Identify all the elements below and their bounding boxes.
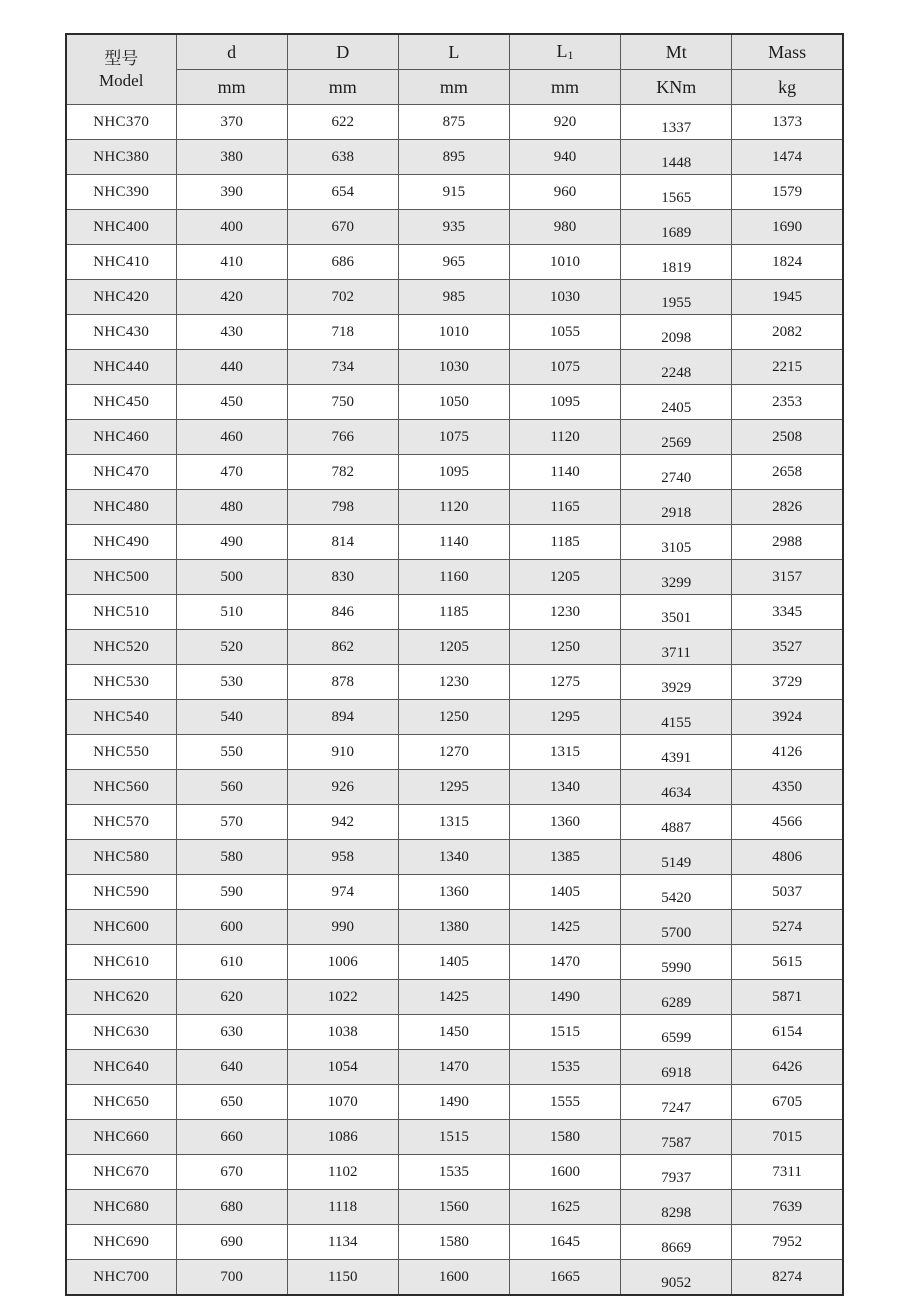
value-cell: 370 [176, 105, 287, 140]
value-cell: 1373 [732, 105, 843, 140]
value-cell: 2508 [732, 420, 843, 455]
value-cell: 7952 [732, 1225, 843, 1260]
header-row-units [66, 70, 843, 105]
value-cell: 2658 [732, 455, 843, 490]
model-cell: NHC470 [66, 455, 176, 490]
value-cell: 915 [398, 175, 509, 210]
value-cell: 1515 [398, 1120, 509, 1155]
value-cell: 5037 [732, 875, 843, 910]
value-cell: 1385 [509, 840, 620, 875]
unit-header-d: mm [176, 70, 287, 105]
value-cell: 9052 [621, 1260, 732, 1296]
table-row [66, 770, 843, 805]
model-cell: NHC400 [66, 210, 176, 245]
model-cell: NHC510 [66, 595, 176, 630]
value-cell: 3527 [732, 630, 843, 665]
value-cell: 2918 [621, 490, 732, 525]
value-cell: 600 [176, 910, 287, 945]
value-cell: 1230 [398, 665, 509, 700]
value-cell: 1230 [509, 595, 620, 630]
value-cell: 1205 [509, 560, 620, 595]
table-row [66, 1050, 843, 1085]
value-cell: 654 [287, 175, 398, 210]
unit-header-Mass: kg [732, 70, 843, 105]
value-cell: 1315 [398, 805, 509, 840]
model-cell: NHC650 [66, 1085, 176, 1120]
table-row [66, 875, 843, 910]
value-cell: 4566 [732, 805, 843, 840]
value-cell: 894 [287, 700, 398, 735]
value-cell: 1425 [509, 910, 620, 945]
table-row [66, 980, 843, 1015]
value-cell: 1405 [398, 945, 509, 980]
table-row [66, 945, 843, 980]
model-cell: NHC420 [66, 280, 176, 315]
value-cell: 2098 [621, 315, 732, 350]
value-cell: 734 [287, 350, 398, 385]
value-cell: 1250 [398, 700, 509, 735]
column-header-L1: $L_1$ [509, 34, 620, 70]
value-cell: 540 [176, 700, 287, 735]
value-cell: 1535 [398, 1155, 509, 1190]
value-cell: 3501 [621, 595, 732, 630]
model-cell: NHC410 [66, 245, 176, 280]
value-cell: 1340 [398, 840, 509, 875]
column-header-d: d [176, 34, 287, 70]
table-row [66, 315, 843, 350]
value-cell: 1010 [509, 245, 620, 280]
model-cell: NHC450 [66, 385, 176, 420]
value-cell: 622 [287, 105, 398, 140]
value-cell: 1295 [509, 700, 620, 735]
value-cell: 958 [287, 840, 398, 875]
value-cell: 6599 [621, 1015, 732, 1050]
value-cell: 4350 [732, 770, 843, 805]
unit-header-Mt: KNm [621, 70, 732, 105]
value-cell: 1560 [398, 1190, 509, 1225]
value-cell: 3924 [732, 700, 843, 735]
model-cell: NHC660 [66, 1120, 176, 1155]
value-cell: 460 [176, 420, 287, 455]
value-cell: 1580 [509, 1120, 620, 1155]
model-cell: NHC530 [66, 665, 176, 700]
model-cell: NHC570 [66, 805, 176, 840]
model-cell: NHC540 [66, 700, 176, 735]
value-cell: 1134 [287, 1225, 398, 1260]
value-cell: 8274 [732, 1260, 843, 1296]
column-header-Mass: Mass [732, 34, 843, 70]
table-row [66, 385, 843, 420]
table-row [66, 1120, 843, 1155]
table-row [66, 1085, 843, 1120]
model-cell: NHC670 [66, 1155, 176, 1190]
value-cell: 1030 [398, 350, 509, 385]
column-header-model [66, 34, 176, 105]
value-cell: 5700 [621, 910, 732, 945]
value-cell: 1118 [287, 1190, 398, 1225]
value-cell: 1250 [509, 630, 620, 665]
value-cell: 1030 [509, 280, 620, 315]
value-cell: 500 [176, 560, 287, 595]
value-cell: 1120 [398, 490, 509, 525]
value-cell: 1600 [398, 1260, 509, 1296]
value-cell: 1945 [732, 280, 843, 315]
value-cell: 6426 [732, 1050, 843, 1085]
column-header-L: L [398, 34, 509, 70]
value-cell: 1474 [732, 140, 843, 175]
value-cell: 920 [509, 105, 620, 140]
value-cell: 1689 [621, 210, 732, 245]
model-cell: NHC610 [66, 945, 176, 980]
value-cell: 1205 [398, 630, 509, 665]
model-cell: NHC430 [66, 315, 176, 350]
value-cell: 8669 [621, 1225, 732, 1260]
model-cell: NHC630 [66, 1015, 176, 1050]
value-cell: 640 [176, 1050, 287, 1085]
value-cell: 2405 [621, 385, 732, 420]
value-cell: 798 [287, 490, 398, 525]
value-cell: 638 [287, 140, 398, 175]
value-cell: 1405 [509, 875, 620, 910]
value-cell: 1448 [621, 140, 732, 175]
table-row [66, 280, 843, 315]
value-cell: 5990 [621, 945, 732, 980]
unit-header-L1: mm [509, 70, 620, 105]
value-cell: 1625 [509, 1190, 620, 1225]
value-cell: 580 [176, 840, 287, 875]
value-cell: 7311 [732, 1155, 843, 1190]
value-cell: 400 [176, 210, 287, 245]
value-cell: 1165 [509, 490, 620, 525]
value-cell: 700 [176, 1260, 287, 1296]
value-cell: 1140 [398, 525, 509, 560]
value-cell: 1054 [287, 1050, 398, 1085]
table-row [66, 1155, 843, 1190]
model-cell: NHC550 [66, 735, 176, 770]
model-cell: NHC370 [66, 105, 176, 140]
value-cell: 560 [176, 770, 287, 805]
table-row [66, 1260, 843, 1296]
table-row [66, 105, 843, 140]
table-row [66, 245, 843, 280]
value-cell: 782 [287, 455, 398, 490]
value-cell: 1824 [732, 245, 843, 280]
value-cell: 750 [287, 385, 398, 420]
header-row-names [66, 34, 843, 70]
value-cell: 3105 [621, 525, 732, 560]
table-row [66, 420, 843, 455]
value-cell: 1070 [287, 1085, 398, 1120]
value-cell: 2082 [732, 315, 843, 350]
value-cell: 686 [287, 245, 398, 280]
value-cell: 1490 [398, 1085, 509, 1120]
value-cell: 1515 [509, 1015, 620, 1050]
column-header-Mt: Mt [621, 34, 732, 70]
value-cell: 3929 [621, 665, 732, 700]
value-cell: 3345 [732, 595, 843, 630]
value-cell: 5615 [732, 945, 843, 980]
model-spec-table [65, 33, 844, 1296]
value-cell: 530 [176, 665, 287, 700]
value-cell: 1600 [509, 1155, 620, 1190]
value-cell: 1010 [398, 315, 509, 350]
value-cell: 410 [176, 245, 287, 280]
value-cell: 1185 [398, 595, 509, 630]
value-cell: 974 [287, 875, 398, 910]
value-cell: 3299 [621, 560, 732, 595]
value-cell: 1140 [509, 455, 620, 490]
value-cell: 965 [398, 245, 509, 280]
table-row [66, 175, 843, 210]
table-row [66, 210, 843, 245]
value-cell: 490 [176, 525, 287, 560]
value-cell: 570 [176, 805, 287, 840]
value-cell: 1645 [509, 1225, 620, 1260]
model-cell: NHC560 [66, 770, 176, 805]
value-cell: 2569 [621, 420, 732, 455]
value-cell: 1579 [732, 175, 843, 210]
value-cell: 718 [287, 315, 398, 350]
table-row [66, 910, 843, 945]
value-cell: 1535 [509, 1050, 620, 1085]
value-cell: 940 [509, 140, 620, 175]
value-cell: 1022 [287, 980, 398, 1015]
value-cell: 4806 [732, 840, 843, 875]
value-cell: 6154 [732, 1015, 843, 1050]
value-cell: 1185 [509, 525, 620, 560]
value-cell: 6289 [621, 980, 732, 1015]
value-cell: 1102 [287, 1155, 398, 1190]
value-cell: 910 [287, 735, 398, 770]
table-row [66, 735, 843, 770]
model-cell: NHC500 [66, 560, 176, 595]
value-cell: 1050 [398, 385, 509, 420]
table-row [66, 805, 843, 840]
value-cell: 1690 [732, 210, 843, 245]
value-cell: 6918 [621, 1050, 732, 1085]
value-cell: 1380 [398, 910, 509, 945]
value-cell: 1095 [398, 455, 509, 490]
value-cell: 4155 [621, 700, 732, 735]
unit-header-L: mm [398, 70, 509, 105]
model-cell: NHC380 [66, 140, 176, 175]
value-cell: 4126 [732, 735, 843, 770]
value-cell: 830 [287, 560, 398, 595]
value-cell: 2215 [732, 350, 843, 385]
value-cell: 450 [176, 385, 287, 420]
value-cell: 1580 [398, 1225, 509, 1260]
value-cell: 2826 [732, 490, 843, 525]
value-cell: 480 [176, 490, 287, 525]
value-cell: 7247 [621, 1085, 732, 1120]
value-cell: 1055 [509, 315, 620, 350]
value-cell: 875 [398, 105, 509, 140]
model-cell: NHC520 [66, 630, 176, 665]
table-row [66, 350, 843, 385]
value-cell: 670 [176, 1155, 287, 1190]
value-cell: 1450 [398, 1015, 509, 1050]
value-cell: 630 [176, 1015, 287, 1050]
value-cell: 1470 [509, 945, 620, 980]
model-header-en: Model [99, 70, 144, 90]
value-cell: 680 [176, 1190, 287, 1225]
value-cell: 1295 [398, 770, 509, 805]
value-cell: 5420 [621, 875, 732, 910]
value-cell: 862 [287, 630, 398, 665]
value-cell: 7639 [732, 1190, 843, 1225]
value-cell: 590 [176, 875, 287, 910]
value-cell: 1360 [398, 875, 509, 910]
value-cell: 1075 [509, 350, 620, 385]
table-row [66, 525, 843, 560]
value-cell: 2740 [621, 455, 732, 490]
value-cell: 5149 [621, 840, 732, 875]
value-cell: 610 [176, 945, 287, 980]
value-cell: 1275 [509, 665, 620, 700]
value-cell: 420 [176, 280, 287, 315]
value-cell: 390 [176, 175, 287, 210]
value-cell: 4887 [621, 805, 732, 840]
value-cell: 814 [287, 525, 398, 560]
model-cell: NHC490 [66, 525, 176, 560]
model-cell: NHC440 [66, 350, 176, 385]
value-cell: 1425 [398, 980, 509, 1015]
model-cell: NHC640 [66, 1050, 176, 1085]
value-cell: 3711 [621, 630, 732, 665]
model-cell: NHC460 [66, 420, 176, 455]
table-header [66, 34, 843, 105]
table-body [66, 105, 843, 1296]
value-cell: 550 [176, 735, 287, 770]
value-cell: 935 [398, 210, 509, 245]
value-cell: 1160 [398, 560, 509, 595]
value-cell: 1038 [287, 1015, 398, 1050]
value-cell: 380 [176, 140, 287, 175]
table-row [66, 455, 843, 490]
model-cell: NHC680 [66, 1190, 176, 1225]
table-row [66, 1190, 843, 1225]
value-cell: 1360 [509, 805, 620, 840]
value-cell: 440 [176, 350, 287, 385]
table-row [66, 1015, 843, 1050]
model-cell: NHC590 [66, 875, 176, 910]
value-cell: 1120 [509, 420, 620, 455]
value-cell: 670 [287, 210, 398, 245]
model-cell: NHC480 [66, 490, 176, 525]
model-header-cn: 型号 [104, 49, 139, 69]
value-cell: 4634 [621, 770, 732, 805]
table-row [66, 630, 843, 665]
value-cell: 1565 [621, 175, 732, 210]
value-cell: 846 [287, 595, 398, 630]
value-cell: 5871 [732, 980, 843, 1015]
value-cell: 1490 [509, 980, 620, 1015]
value-cell: 7587 [621, 1120, 732, 1155]
table-row [66, 140, 843, 175]
value-cell: 660 [176, 1120, 287, 1155]
value-cell: 1150 [287, 1260, 398, 1296]
unit-header-D: mm [287, 70, 398, 105]
value-cell: 8298 [621, 1190, 732, 1225]
model-cell: NHC690 [66, 1225, 176, 1260]
value-cell: 702 [287, 280, 398, 315]
value-cell: 980 [509, 210, 620, 245]
value-cell: 1819 [621, 245, 732, 280]
value-cell: 430 [176, 315, 287, 350]
model-cell: NHC390 [66, 175, 176, 210]
table-row [66, 840, 843, 875]
value-cell: 4391 [621, 735, 732, 770]
value-cell: 2248 [621, 350, 732, 385]
value-cell: 1665 [509, 1260, 620, 1296]
value-cell: 1955 [621, 280, 732, 315]
model-cell: NHC700 [66, 1260, 176, 1296]
table-row [66, 1225, 843, 1260]
value-cell: 2353 [732, 385, 843, 420]
value-cell: 6705 [732, 1085, 843, 1120]
value-cell: 3157 [732, 560, 843, 595]
model-cell: NHC600 [66, 910, 176, 945]
value-cell: 1337 [621, 105, 732, 140]
value-cell: 7015 [732, 1120, 843, 1155]
column-header-D: D [287, 34, 398, 70]
value-cell: 990 [287, 910, 398, 945]
value-cell: 1086 [287, 1120, 398, 1155]
value-cell: 1315 [509, 735, 620, 770]
table-row [66, 595, 843, 630]
value-cell: 470 [176, 455, 287, 490]
model-cell: NHC620 [66, 980, 176, 1015]
value-cell: 620 [176, 980, 287, 1015]
value-cell: 1095 [509, 385, 620, 420]
value-cell: 3729 [732, 665, 843, 700]
value-cell: 690 [176, 1225, 287, 1260]
value-cell: 510 [176, 595, 287, 630]
value-cell: 1340 [509, 770, 620, 805]
value-cell: 895 [398, 140, 509, 175]
value-cell: 985 [398, 280, 509, 315]
value-cell: 1075 [398, 420, 509, 455]
value-cell: 650 [176, 1085, 287, 1120]
value-cell: 1006 [287, 945, 398, 980]
table-row [66, 490, 843, 525]
value-cell: 1555 [509, 1085, 620, 1120]
value-cell: 766 [287, 420, 398, 455]
value-cell: 1270 [398, 735, 509, 770]
value-cell: 942 [287, 805, 398, 840]
value-cell: 878 [287, 665, 398, 700]
value-cell: 1470 [398, 1050, 509, 1085]
L1-subscript: 1 [567, 48, 574, 62]
value-cell: 926 [287, 770, 398, 805]
value-cell: 2988 [732, 525, 843, 560]
value-cell: 5274 [732, 910, 843, 945]
model-cell: NHC580 [66, 840, 176, 875]
value-cell: 7937 [621, 1155, 732, 1190]
table-row [66, 700, 843, 735]
table-row [66, 560, 843, 595]
value-cell: 960 [509, 175, 620, 210]
value-cell: 520 [176, 630, 287, 665]
table-row [66, 665, 843, 700]
